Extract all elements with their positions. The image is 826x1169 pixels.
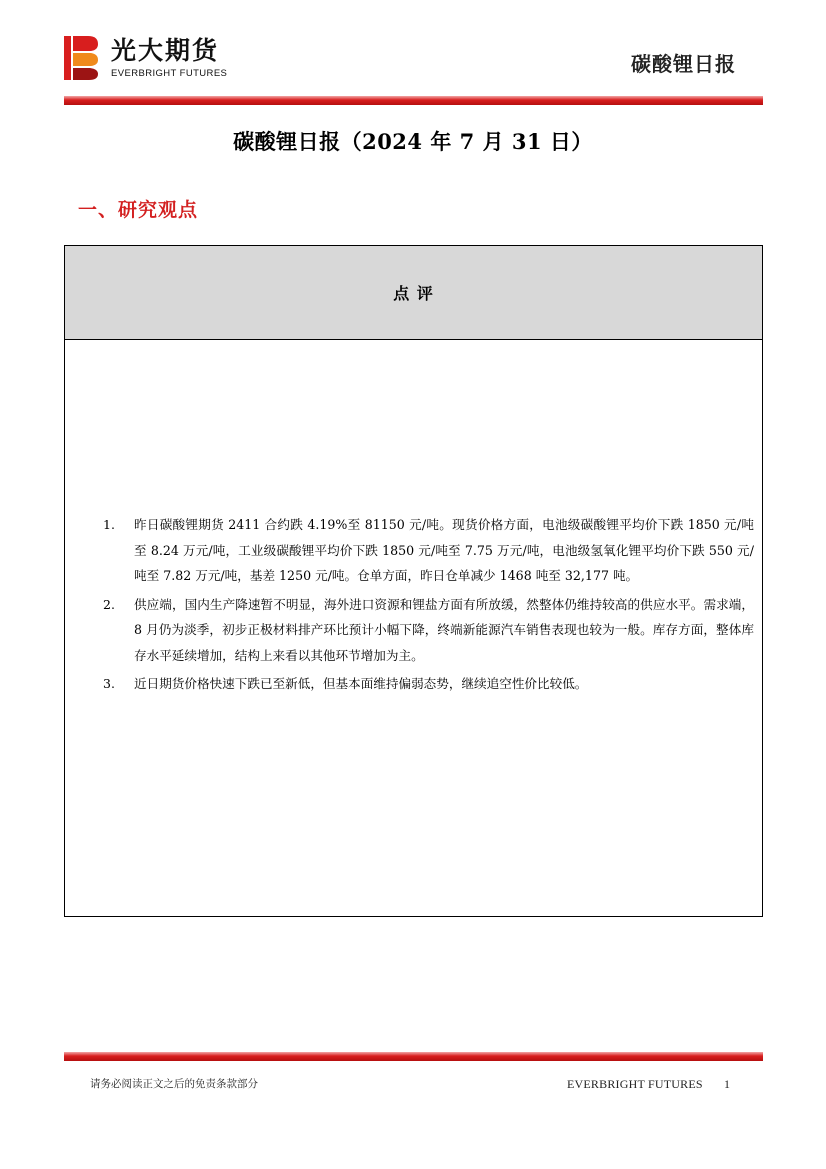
review-header <box>65 246 762 340</box>
review-box <box>64 245 763 917</box>
point-text: 昨日碳酸锂期货 2411 合约跌 4.19%至 81150 元/吨。现货价格方面，电池级碳酸锂平均价下跌 1850 元/吨至 8.24 万元/吨，工业级碳酸锂平均价下跌 1850 元/吨至 7.75 万元/吨，电池级氢氧化锂平均价下跌 550 元/吨至 7.82 万元/吨，基差 1250 元/吨。仓单方面，昨日仓单减少 1468 吨至 32,177 吨。 <box>134 517 754 583</box>
footer-company: EVERBRIGHT FUTURES <box>567 1077 703 1091</box>
point-text: 近日期货价格快速下跌已至新低，但基本面维持偏弱态势，继续追空性价比较低。 <box>134 676 588 691</box>
point-number: 2. <box>103 596 115 612</box>
report-type-label: 碳酸锂日报 <box>631 52 736 76</box>
company-logo-icon <box>64 36 98 80</box>
point-text: 供应端，国内生产降速暂不明显，海外进口资源和锂盐方面有所放缓，然整体仍维持较高的供应水平。需求端，8 月仍为淡季，初步正极材料排产环比预计小幅下降，终端新能源汽车销售表现也较为一般。库存方面，整体库存水平延续增加，结构上来看以其他环节增加为主。 <box>134 596 754 663</box>
logo-chinese-name: 光大期货 <box>111 36 220 65</box>
footer-divider <box>64 1052 763 1061</box>
page-number: 1 <box>724 1077 730 1091</box>
logo-english-name: EVERBRIGHT FUTURES <box>111 68 228 79</box>
review-point <box>65 592 762 669</box>
review-point <box>65 671 762 697</box>
review-header-label: 点 评 <box>393 284 434 303</box>
document-title: 碳酸锂日报（2024 年 7 月 31 日） <box>233 129 593 154</box>
review-point <box>65 512 762 589</box>
point-number: 3. <box>103 676 115 691</box>
review-points-list <box>65 512 762 700</box>
point-number: 1. <box>103 517 115 532</box>
section-heading: 一、研究观点 <box>78 199 199 221</box>
header-divider <box>64 96 763 105</box>
disclaimer-note: 请务必阅读正文之后的免责条款部分 <box>90 1078 258 1090</box>
